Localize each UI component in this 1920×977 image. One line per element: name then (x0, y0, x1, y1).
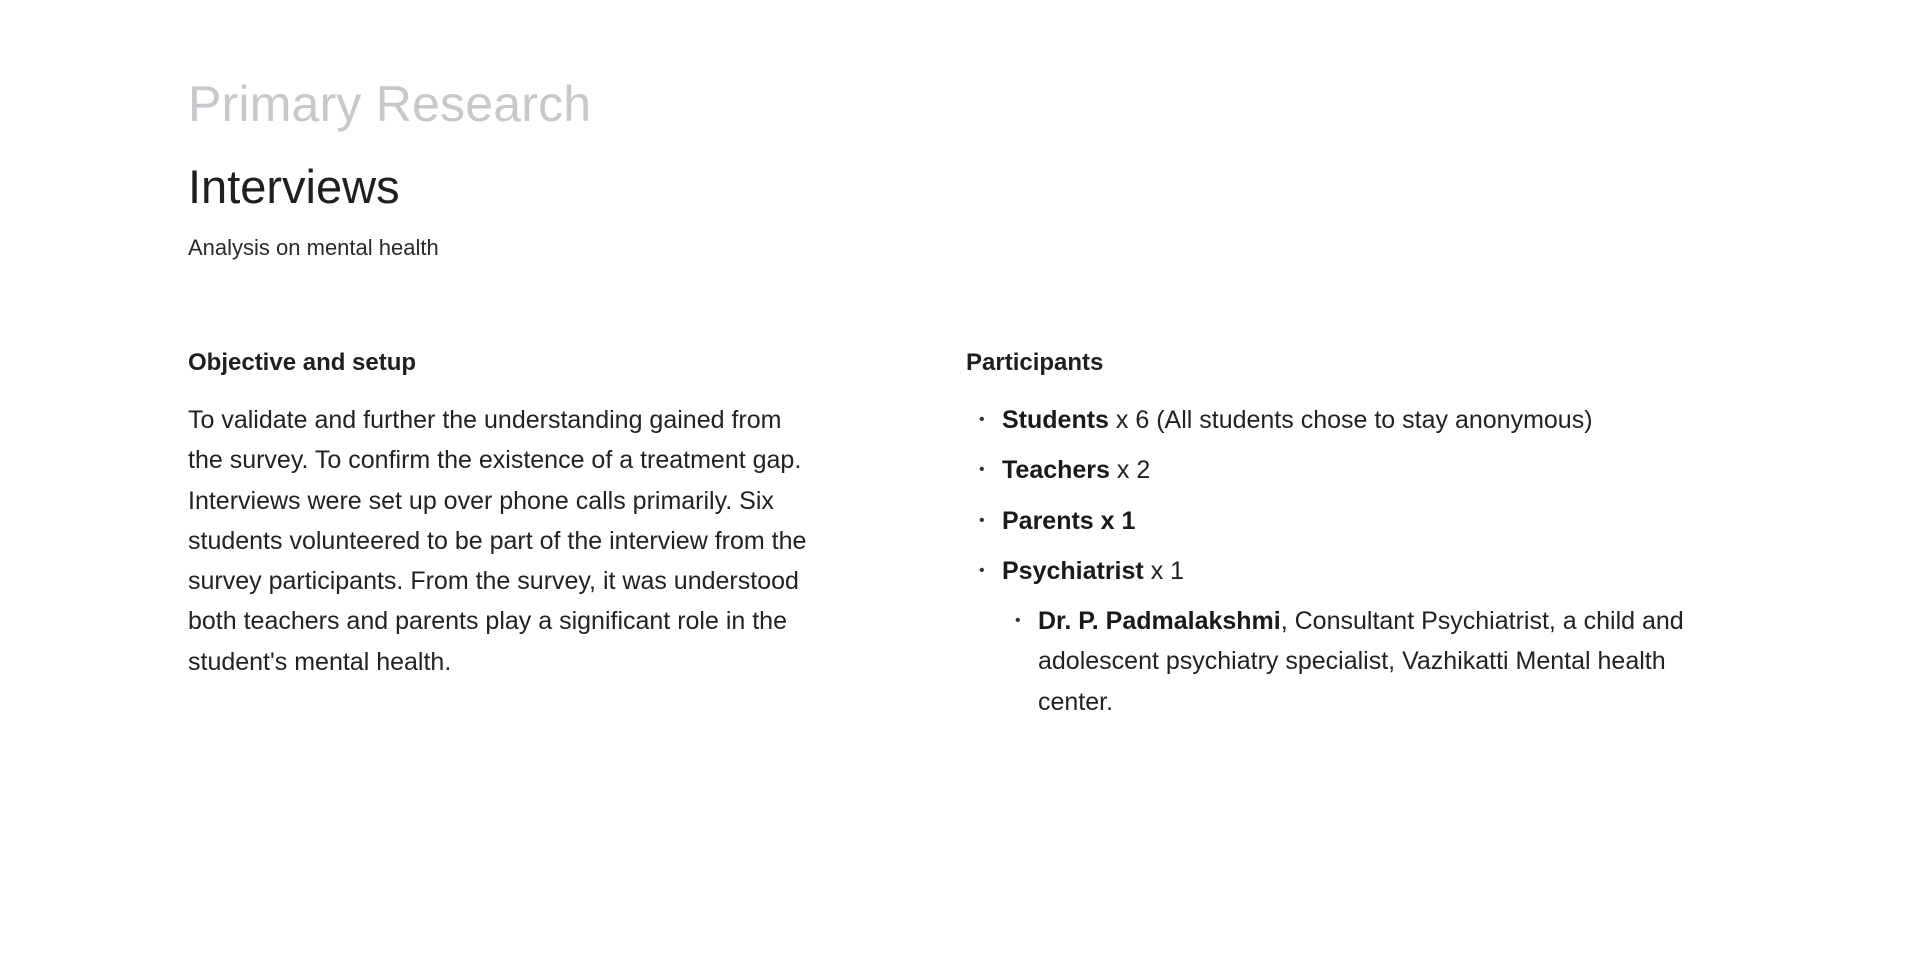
objective-body: To validate and further the understanding gained from the survey. To confirm the existence of a treatment gap. Interviews were set up over phone calls primarily. Six students volunteered to be part of the interview from the survey participants. From the survey, it was understood both teachers and parents play a significant role in the student's mental health. (188, 406, 807, 676)
list-item-parents (966, 501, 1726, 541)
participant-name: Students (1002, 406, 1109, 434)
psychiatrist-sublist (1002, 601, 1726, 722)
bullet-icon: • (979, 561, 985, 579)
objective-heading: Objective and setup (188, 349, 417, 376)
participant-name: Parents x 1 (1002, 506, 1136, 535)
psychiatrist-description: , Consultant Psychiatrist, a child and adolescent psychiatry specialist, Vazhikatti Mental health center. (1038, 607, 1684, 716)
bullet-icon: • (979, 461, 985, 479)
bullet-icon: • (1015, 612, 1021, 630)
psychiatrist-name: Dr. P. Padmalakshmi (1038, 607, 1281, 636)
bullet-icon: • (979, 511, 985, 529)
page-title: Interviews (188, 160, 400, 213)
participant-name: Teachers (1002, 456, 1110, 485)
list-item-teachers (966, 450, 1726, 490)
list-item-psychiatrist-detail (1002, 601, 1726, 722)
bullet-icon: • (979, 411, 985, 428)
section-eyebrow: Primary Research (188, 76, 592, 132)
participants-section (966, 344, 1726, 732)
participant-count: x 6 (1108, 406, 1150, 434)
page-subtitle: Analysis on mental health (188, 235, 439, 260)
participant-name: Psychiatrist (1002, 556, 1144, 585)
participant-count: x 1 (1143, 556, 1185, 585)
participants-list (966, 400, 1726, 722)
participant-count: x 2 (1109, 456, 1151, 485)
objective-section (188, 344, 808, 682)
participant-note: (All students chose to stay anonymous) (1149, 406, 1593, 434)
list-item-students (966, 400, 1726, 440)
participants-heading: Participants (966, 349, 1104, 376)
list-item-psychiatrist (966, 551, 1726, 722)
